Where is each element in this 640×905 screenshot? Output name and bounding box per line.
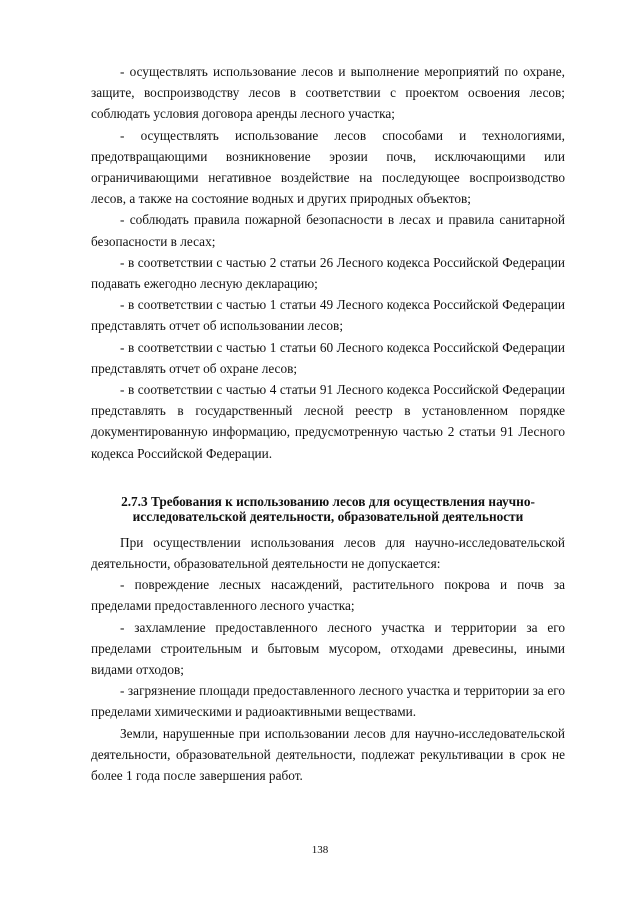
paragraph: - повреждение лесных насаждений, растительного покрова и почв за пределами предоставленного лесного участка;	[91, 577, 565, 614]
paragraph: - в соответствии с частью 2 статьи 26 Лесного кодекса Российской Федерации подавать ежегодно лесную декларацию;	[91, 254, 565, 292]
paragraph: - захламление предоставленного лесного участка и территории за его пределами строительным и бытовым мусором, отходами древесины, иными видами отходов;	[91, 619, 565, 678]
paragraph: При осуществлении использования лесов для научно-исследовательской деятельности, образовательной деятельности не допускается:	[91, 534, 565, 572]
page-content	[91, 61, 565, 786]
paragraph: Земли, нарушенные при использовании лесов для научно-исследовательской деятельности, образовательной деятельности, подлежат рекультивации в срок не более 1 года после завершения работ.	[91, 725, 565, 784]
paragraph: - в соответствии с частью 4 статьи 91 Лесного кодекса Российской Федерации представлять в государственный лесной реестр в установленном порядке документированную информацию, предусмотренную частью 2 статьи 91 Лесного кодекса Российской Федерации.	[91, 382, 565, 461]
section-heading: 2.7.3 Требования к использованию лесов для осуществления научно-исследовательской деятельности, образовательной деятельности	[121, 493, 535, 525]
paragraph: - осуществлять использование лесов способами и технологиями, предотвращающими возникновение эрозии почв, исключающими или ограничивающими негативное воздействие на последующее воспроизводство лесов, а также на состояние водных и других природных объектов;	[91, 127, 565, 207]
paragraph: - соблюдать правила пожарной безопасности в лесах и правила санитарной безопасности в лесах;	[91, 212, 565, 249]
page-number: 138	[311, 844, 329, 856]
paragraph: - в соответствии с частью 1 статьи 60 Лесного кодекса Российской Федерации представлять отчет об охране лесов;	[91, 339, 565, 376]
paragraph: - в соответствии с частью 1 статьи 49 Лесного кодекса Российской Федерации представлять отчет об использовании лесов;	[91, 297, 565, 334]
paragraph: - осуществлять использование лесов и выполнение мероприятий по охране, защите, воспроизводству лесов в соответствии с проектом освоения лесов; соблюдать условия договора аренды лесного участка;	[91, 64, 565, 122]
paragraph: - загрязнение площади предоставленного лесного участка и территории за его пределами химическими и радиоактивными веществами.	[91, 683, 565, 720]
